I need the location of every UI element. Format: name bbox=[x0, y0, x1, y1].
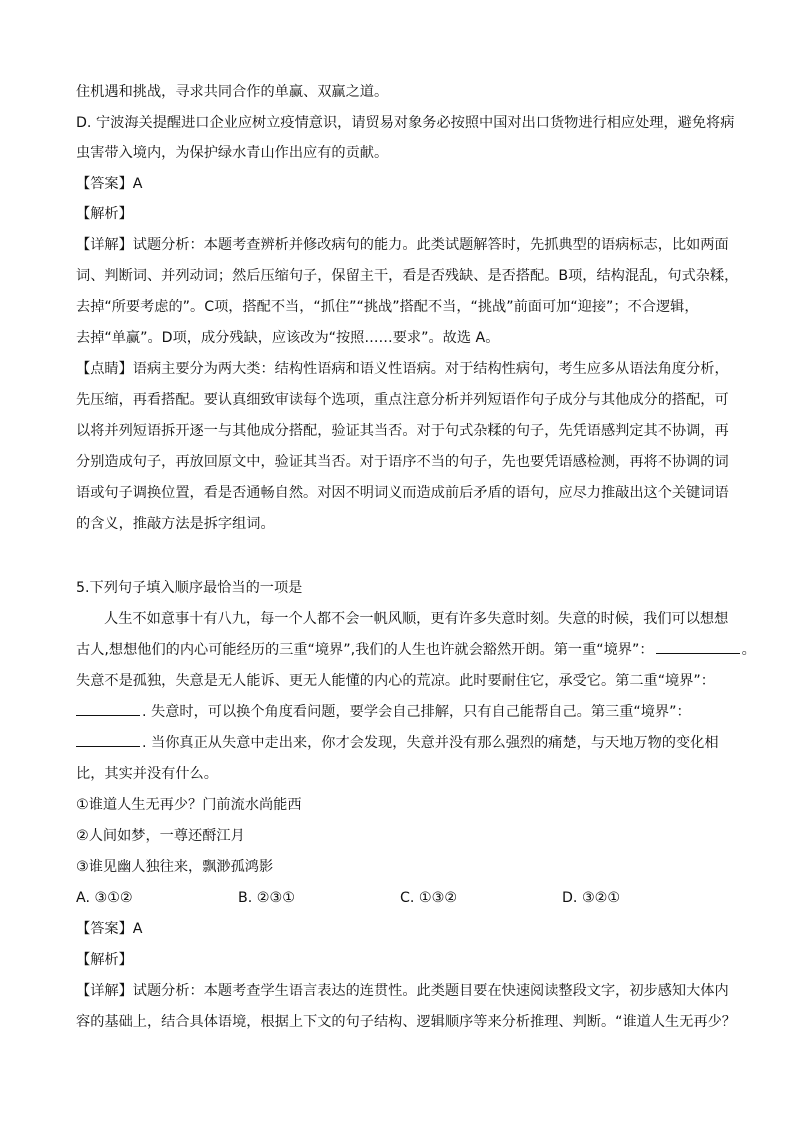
sentence-item-2: ②人间如梦，一尊还酹江月 bbox=[76, 828, 245, 844]
analysis-label: 【解析】 bbox=[76, 952, 133, 968]
passage-line: 失意不是孤独，失意是无人能诉、更无人能懂的内心的荒凉。此时要耐住它，承受它。第二重“境界”： bbox=[76, 673, 715, 689]
sentence-item-3: ③谁见幽人独往来，飘渺孤鸿影 bbox=[76, 859, 274, 875]
prev-question-text-tail: 住机遇和挑战，寻求共同合作的单赢、双赢之道。 bbox=[76, 84, 389, 100]
passage-line bbox=[76, 733, 719, 753]
prev-option-d-line: D. 宁波海关提醒进口企业应树立疫情意识，请贸易对象务必按照中国对出口货物进行相应处理，避免将病 bbox=[76, 115, 735, 131]
tip-line: 先压缩，再看搭配。要认真细致审读每个选项，重点注意分析并列短语作句子成分与其他成分的搭配，可 bbox=[76, 392, 729, 408]
passage-line bbox=[76, 640, 756, 660]
detail-line: 去掉“单赢”。D项，成分残缺，应该改为“按照……要求”。故选 A。 bbox=[76, 330, 500, 346]
option-a: A. ③①② bbox=[76, 890, 133, 906]
tip-line: 以将并列短语拆开逐一与其他成分搭配，验证其当否。对于句式杂糅的句子，先凭语感判定其不协调，再 bbox=[76, 423, 729, 439]
fill-blank-1 bbox=[656, 640, 740, 654]
option-c: C. ①③② bbox=[400, 890, 458, 906]
fill-blank-2 bbox=[76, 702, 140, 716]
fill-blank-3 bbox=[76, 733, 140, 747]
option-d: D. ③②① bbox=[562, 890, 621, 906]
tip-line: 语或句子调换位置，看是否通畅自然。对因不明词义而造成前后矛盾的语句，应尽力推敲出这个关键词语 bbox=[76, 485, 729, 501]
analysis-label: 【解析】 bbox=[76, 206, 133, 222]
question-stem: 5.下列句子填入顺序最恰当的一项是 bbox=[76, 580, 303, 596]
detail-line: 【详解】试题分析：本题考查辨析并修改病句的能力。此类试题解答时，先抓典型的语病标志，比如两面 bbox=[76, 237, 729, 253]
answer-label: 【答案】A bbox=[76, 176, 143, 192]
detail-line: 去掉“所要考虑的”。C项，搭配不当，“抓住”“挑战”搭配不当，“挑战”前面可加“迎接”；不合逻辑， bbox=[76, 299, 699, 315]
tip-line: 分别造成句子，再放回原文中，验证其当否。对于语序不当的句子，先也要凭语感检测，再将不协调的词 bbox=[76, 454, 729, 470]
sentence-item-1: ①谁道人生无再少？门前流水尚能西 bbox=[76, 797, 302, 813]
tip-line: 的含义，推敲方法是拆字组词。 bbox=[76, 516, 275, 532]
detail-line: 容的基础上，结合具体语境，根据上下文的句子结构、逻辑顺序等来分析推理、判断。“谁道人生无再少？ bbox=[76, 1014, 736, 1030]
passage-text: . 失意时，可以换个角度看问题，要学会自己排解，只有自己能帮自己。第三重“境界”： bbox=[142, 704, 691, 720]
passage-line: 人生不如意事十有八九，每一个人都不会一帆风顺，更有许多失意时刻。失意的时候，我们可以想想 bbox=[104, 611, 729, 627]
option-b: B. ②③① bbox=[238, 890, 295, 906]
passage-text: 。 bbox=[741, 642, 756, 658]
answer-label: 【答案】A bbox=[76, 921, 143, 937]
prev-option-d-line: 虫害带入境内，为保护绿水青山作出应有的贡献。 bbox=[76, 145, 389, 161]
detail-line: 【详解】试题分析：本题考查学生语言表达的连贯性。此类题目要在快速阅读整段文字，初步感知大体内 bbox=[76, 983, 729, 999]
tip-line: 【点睛】语病主要分为两大类：结构性语病和语义性语病。对于结构性病句，考生应多从语法角度分析， bbox=[76, 361, 729, 377]
passage-line: 比，其实并没有什么。 bbox=[76, 766, 218, 782]
passage-text: 古人,想想他们的内心可能经历的三重“境界”,我们的人生也许就会豁然开朗。第一重“境界”： bbox=[76, 642, 654, 658]
passage-text: . 当你真正从失意中走出来，你才会发现，失意并没有那么强烈的痛楚，与天地万物的变化相 bbox=[142, 735, 719, 751]
passage-line bbox=[76, 702, 691, 722]
detail-line: 词、判断词、并列动词；然后压缩句子，保留主干，看是否残缺、是否搭配。B项，结构混乱，句式杂糅， bbox=[76, 268, 739, 284]
